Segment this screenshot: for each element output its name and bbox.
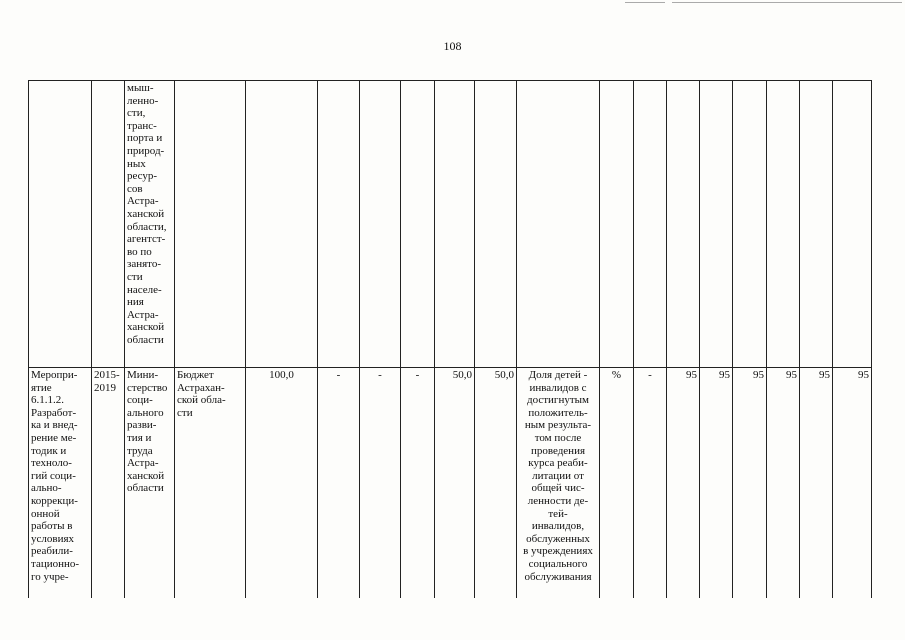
- value-cell: [833, 81, 872, 368]
- value-cell: [800, 81, 833, 368]
- source-cell: Бюджет Астрахан- ской обла- сти: [175, 368, 246, 599]
- year-cell: -: [401, 368, 435, 599]
- year-cell: [475, 81, 517, 368]
- value-cell: 95: [733, 368, 767, 599]
- indicator-cell: Доля детей - инвалидов с достигнутым положитель- ным результа- том после проведения курса реаби- литации от общей чис- ленности де- тей- инвалидов, обслуженных в учреждениях социального обслуживания: [517, 368, 600, 599]
- unit-cell: [600, 81, 634, 368]
- year-cell: -: [318, 368, 360, 599]
- year-cell: 50,0: [475, 368, 517, 599]
- period-cell: [92, 81, 125, 368]
- table-row: [29, 368, 872, 599]
- value-cell: [634, 81, 667, 368]
- value-cell: [767, 81, 800, 368]
- scan-artifact: [625, 2, 665, 3]
- value-cell: [700, 81, 733, 368]
- year-cell: -: [360, 368, 401, 599]
- event-cell: Меропри- ятие 6.1.1.2. Разработ- ка и внед- рение ме- тодик и техноло- гий соци- ально- коррекци- онной работы в условиях реабили- тационно- го учре-: [29, 368, 92, 599]
- value-cell: 95: [800, 368, 833, 599]
- value-cell: -: [634, 368, 667, 599]
- indicator-cell: [517, 81, 600, 368]
- year-cell: [435, 81, 475, 368]
- executor-cell: Мини- стерство соци- ального разви- тия и труда Астра- ханской области: [125, 368, 175, 599]
- value-cell: 95: [833, 368, 872, 599]
- source-cell: [175, 81, 246, 368]
- year-cell: [401, 81, 435, 368]
- table-row: [29, 81, 872, 368]
- executor-cell: мыш- ленно- сти, транс- порта и природ- ных ресур- сов Астра- ханской области, агентст- во по занято- сти населе- ния Астра- ханской области: [125, 81, 175, 368]
- total-cell: 100,0: [246, 368, 318, 599]
- period-cell: 2015- 2019: [92, 368, 125, 599]
- value-cell: 95: [700, 368, 733, 599]
- program-table: [28, 80, 872, 598]
- value-cell: [733, 81, 767, 368]
- year-cell: [318, 81, 360, 368]
- year-cell: 50,0: [435, 368, 475, 599]
- value-cell: 95: [667, 368, 700, 599]
- year-cell: [360, 81, 401, 368]
- page-number: 108: [443, 39, 462, 53]
- scan-artifact: [672, 2, 902, 3]
- unit-cell: %: [600, 368, 634, 599]
- value-cell: 95: [767, 368, 800, 599]
- value-cell: [667, 81, 700, 368]
- event-cell: [29, 81, 92, 368]
- total-cell: [246, 81, 318, 368]
